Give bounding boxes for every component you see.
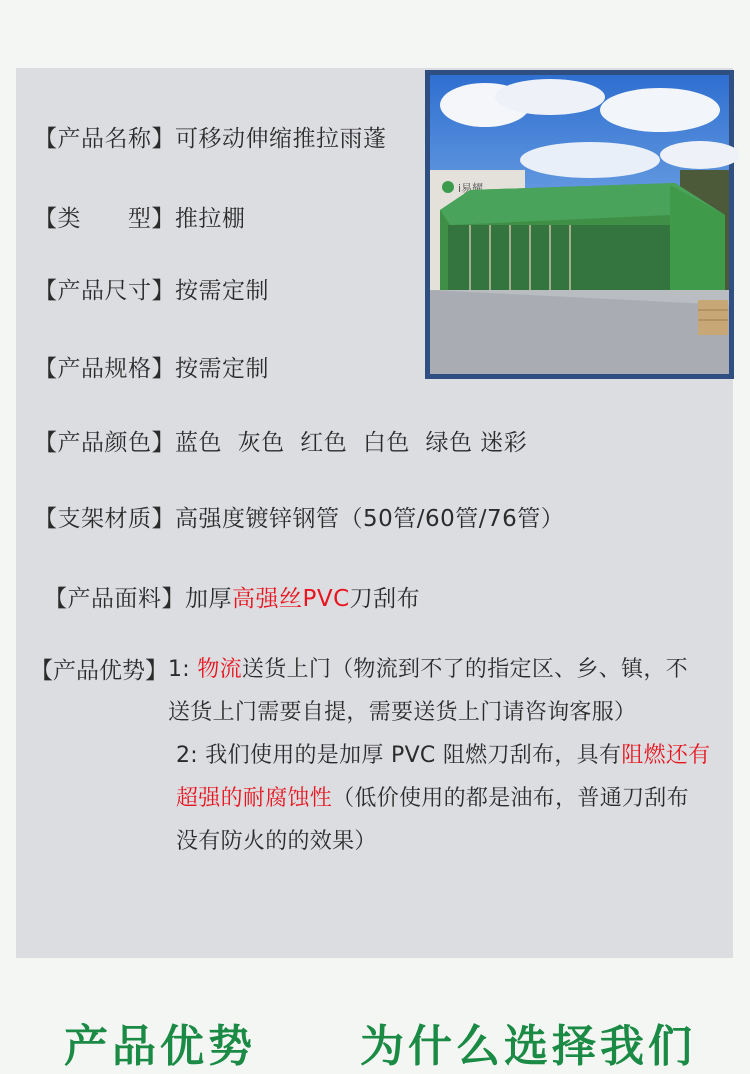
advantage-number: 1: xyxy=(168,657,198,682)
heading-why-choose-us: 为什么选择我们 xyxy=(360,1021,696,1072)
advantage-text: 没有防火的的效果） xyxy=(176,829,377,854)
product-photo xyxy=(430,75,729,374)
spec-row-spec xyxy=(34,350,269,383)
spec-value: 按需定制 xyxy=(175,278,269,304)
fabric-prefix: 加厚 xyxy=(185,586,232,612)
advantage-highlight: 物流 xyxy=(197,657,242,682)
advantages-label: 【产品优势】 xyxy=(30,658,168,684)
spec-row-type xyxy=(34,200,245,233)
spec-row-frame-material xyxy=(34,500,564,533)
advantage-text: 送货上门需要自提，需要送货上门请咨询客服） xyxy=(168,700,637,725)
spec-value: 按需定制 xyxy=(175,356,269,382)
advantage-item-1 xyxy=(168,648,688,734)
section-heading-cut xyxy=(0,1000,750,1072)
spec-label: 【产品尺寸】 xyxy=(34,278,175,304)
advantage-text: 2: 我们使用的是加厚 PVC 阻燃刀刮布，具有 xyxy=(176,743,622,768)
spec-label: 【产品名称】 xyxy=(34,126,175,152)
spec-value: 推拉棚 xyxy=(174,206,246,232)
spec-value: 可移动伸缩推拉雨蓬 xyxy=(175,126,387,152)
spec-value: 高强度镀锌钢管（50管/60管/76管） xyxy=(175,506,565,532)
spec-row-color xyxy=(34,424,527,457)
spec-row-size xyxy=(34,272,269,305)
spec-label: 【产品规格】 xyxy=(34,356,175,382)
advantage-highlight: 超强的耐腐蚀性 xyxy=(176,786,333,811)
fabric-highlight: 高强丝PVC xyxy=(232,586,350,612)
product-photo-frame xyxy=(425,70,734,379)
heading-product-advantage: 产品优势 xyxy=(64,1021,256,1072)
sign-text: i易耀 xyxy=(458,182,484,195)
advantage-text: （低价使用的都是油布，普通刀刮布 xyxy=(332,786,689,811)
spec-value: 蓝色 灰色 红色 白色 绿色 迷彩 xyxy=(175,430,528,456)
fabric-suffix: 刀刮布 xyxy=(349,586,421,612)
advantage-item-2 xyxy=(176,734,710,863)
advantage-highlight: 阻燃还有 xyxy=(621,743,711,768)
spec-label: 【产品颜色】 xyxy=(34,430,175,456)
spec-label: 【类 型】 xyxy=(34,206,175,232)
advantage-text: 送货上门（物流到不了的指定区、乡、镇，不 xyxy=(241,657,688,682)
spec-row-name xyxy=(34,120,387,153)
spec-row-fabric xyxy=(44,580,420,613)
spec-label: 【产品面料】 xyxy=(44,586,185,612)
spec-label: 【支架材质】 xyxy=(34,506,175,532)
